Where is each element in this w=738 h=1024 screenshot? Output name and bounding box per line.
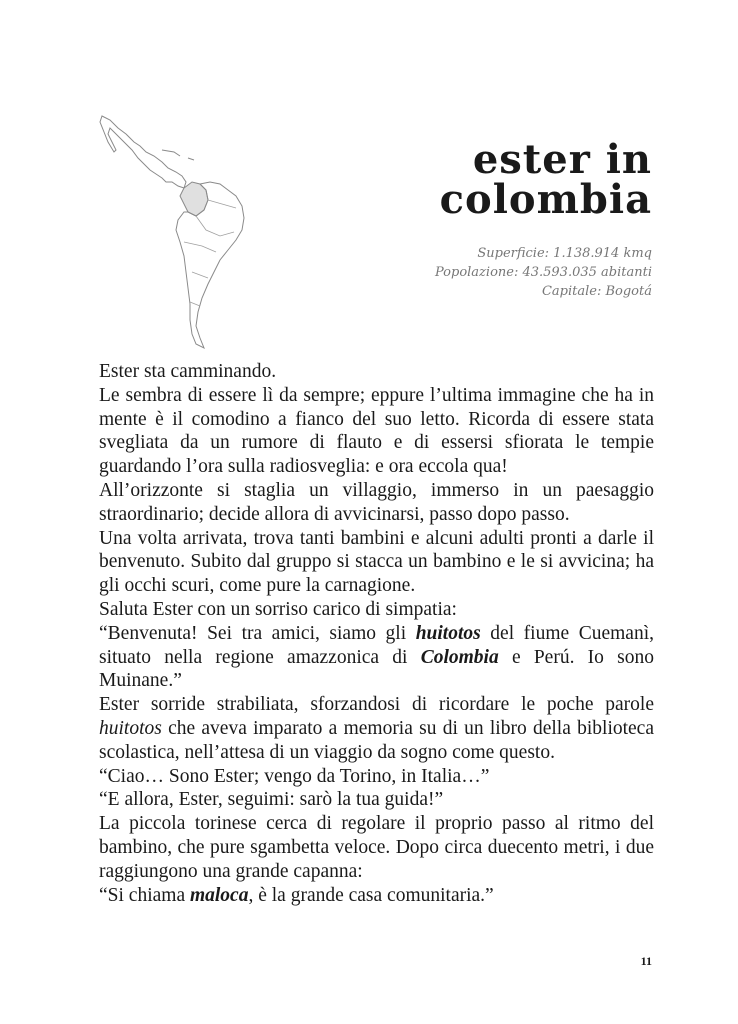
text-segment: “E allora, Ester, seguimi: sarò la tua guida!” — [99, 789, 444, 811]
emphasized-word: maloca — [189, 884, 249, 906]
emphasized-word: huitotos — [99, 717, 162, 739]
fact-capital: Capitale: Bogotá — [541, 284, 652, 299]
emphasized-word: huitotos — [415, 622, 481, 644]
page-number: 11 — [640, 954, 652, 968]
text-segment: La piccola torinese cerca di regolare il proprio passo al ritmo del bambino, che pure sgambetta veloce. Dopo circa duecento metri, i due raggiungono una grande capanna: — [99, 813, 654, 882]
fact-area: Superficie: 1.138.914 kmq — [477, 246, 652, 261]
page-title: ester in colombia — [439, 136, 652, 223]
emphasized-word: Colombia — [420, 646, 499, 668]
paragraph — [99, 479, 654, 527]
text-segment: All’orizzonte si staglia un villaggio, immerso in un paesaggio straordinario; decide allora di avvicinarsi, passo dopo passo. — [99, 479, 654, 525]
paragraph — [99, 812, 654, 883]
text-segment: Ester sta camminando. — [99, 361, 277, 382]
text-segment: che aveva imparato a memoria su di un libro della biblioteca scolastica, nell’attesa di un viaggio da sogno come questo. — [99, 717, 654, 763]
text-segment: Le sembra di essere lì da sempre; eppure l’ultima immagine che ha in mente è il comodino a fianco del suo letto. Ricorda di essere stata svegliata da un rumore di flauto e di essersi sfiorata le tempie guardando l’ora sulla radiosveglia: e ora eccola qua! — [99, 384, 654, 478]
paragraph — [99, 384, 654, 479]
latin-america-map-icon — [96, 112, 246, 352]
text-segment: Saluta Ester con un sorriso carico di simpatia: — [99, 598, 457, 620]
text-segment: “Ciao… Sono Ester; vengo da Torino, in Italia…” — [99, 765, 490, 787]
country-facts — [380, 244, 652, 301]
text-segment: “Si chiama — [99, 884, 190, 906]
paragraph — [99, 884, 654, 908]
paragraph — [99, 788, 654, 812]
text-segment: “Benvenuta! Sei tra amici, siamo gli — [99, 622, 416, 644]
text-segment: del fiume Cuemanì, situato nella regione amazzonica di — [99, 622, 654, 668]
text-segment: Una volta arrivata, trova tanti bambini e alcuni adulti pronti a darle il benvenuto. Subito dal gruppo si stacca un bambino e le si avvicina; ha gli occhi scuri, come pure la carnagione. — [99, 527, 654, 597]
fact-population: Popolazione: 43.593.035 abitanti — [434, 265, 652, 280]
paragraph — [99, 693, 654, 764]
story-text — [99, 360, 654, 907]
paragraph — [99, 360, 654, 384]
text-segment: e Perú. Io sono Muinane.” — [99, 646, 654, 692]
paragraph — [99, 622, 654, 693]
paragraph — [99, 598, 654, 622]
text-segment: Ester sorride strabiliata, sforzandosi di ricordare le poche parole — [99, 694, 654, 716]
paragraph — [99, 527, 654, 598]
text-segment: , è la grande casa comunitaria.” — [248, 884, 494, 906]
paragraph — [99, 765, 654, 789]
